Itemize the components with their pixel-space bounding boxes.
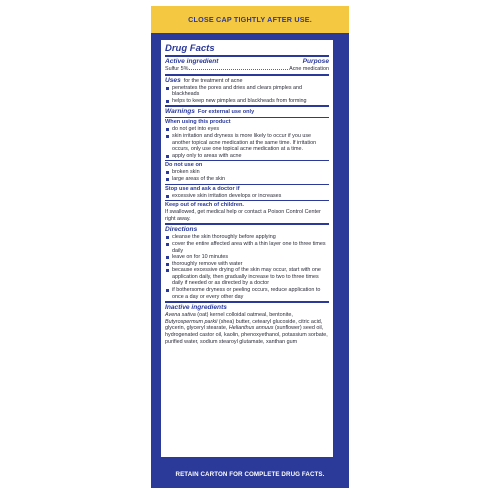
warnings-subheader: For external use only	[197, 109, 255, 116]
divider	[165, 301, 329, 303]
inactive-part: (shea) butter, cetearyl glucoside, citric acid, glycerin, glyceryl stearate,	[165, 318, 323, 332]
stop-use-list	[165, 193, 329, 200]
leader-dots	[189, 69, 288, 70]
bottom-notice-text: RETAIN CARTON FOR COMPLETE DRUG FACTS.	[175, 470, 325, 478]
list-item: because excessive drying of the skin may occur, start with one application daily, then gradually increase to two to three times daily if needed or as directed by a doctor	[165, 267, 329, 287]
list-item: apply only to areas with acne	[165, 153, 329, 160]
when-using-list	[165, 126, 329, 159]
divider	[165, 223, 329, 225]
purpose: Acne medication	[289, 66, 329, 72]
list-item: cleanse the skin thoroughly before applying	[165, 234, 329, 241]
uses-list	[165, 85, 329, 105]
keep-out-text: If swallowed, get medical help or contact a Poison Control Center right away.	[165, 209, 321, 222]
directions-list	[165, 234, 329, 300]
directions-header: Directions	[165, 226, 198, 234]
list-item: thoroughly remove with water	[165, 261, 329, 268]
do-not-use-list	[165, 169, 329, 182]
divider	[165, 200, 329, 201]
uses-header-row	[165, 77, 329, 85]
list-item: large areas of the skin	[165, 176, 329, 183]
list-item: excessive skin irritation develops or increases	[165, 193, 329, 200]
list-item: penetrates the pores and dries and clears pimples and blackheads	[165, 85, 329, 98]
purpose-header: Purpose	[302, 58, 329, 65]
do-not-use-header: Do not use on	[165, 162, 203, 169]
divider	[165, 55, 329, 57]
bottom-notice-band	[151, 466, 349, 482]
drug-facts-panel	[160, 39, 334, 458]
product-carton	[151, 6, 349, 488]
active-ingredient: Sulfur 5%	[165, 66, 189, 72]
active-ingredient-header-row	[165, 58, 329, 66]
list-item: cover the entire affected area with a thin layer one to three times daily	[165, 241, 329, 254]
list-item: skin irritation and dryness is more likely to occur if you use another topical acne medication at the same time. If irritation occurs, only use one topical acne medication at a time.	[165, 133, 329, 153]
divider	[165, 117, 329, 118]
inactive-part: (oat) kernel colloidal oatmeal, bentonite,	[195, 312, 293, 319]
uses-header: Uses	[165, 76, 181, 84]
list-item: broken skin	[165, 169, 329, 176]
active-ingredient-header: Active ingredient	[165, 58, 219, 65]
inactive-part: Avena sativa	[165, 312, 196, 319]
warnings-header: Warnings	[165, 108, 195, 116]
keep-out-header: Keep out of reach of children.	[165, 202, 244, 209]
list-item: leave on for 10 minutes	[165, 254, 329, 261]
divider	[165, 105, 329, 107]
divider	[165, 74, 329, 76]
uses-intro: for the treatment of acne	[183, 77, 243, 84]
drug-facts-title: Drug Facts	[165, 43, 215, 54]
inactive-ingredients-header: Inactive ingredients	[165, 304, 227, 312]
list-item: if bothersome dryness or peeling occurs, reduce application to once a day or every other day	[165, 287, 329, 300]
list-item: do not get into eyes	[165, 126, 329, 133]
warnings-header-row	[165, 108, 329, 116]
stop-use-header: Stop use and ask a doctor if	[165, 185, 240, 192]
inactive-part: Butyrospermum parkii	[165, 318, 218, 325]
inactive-part: (sunflower) seed oil, hydrogenated castor oil, kaolin, phenoxyethanol, potassium sorbate, purified water, sodium stearoyl glutamate, xanthan gum	[165, 325, 328, 345]
top-warning-band	[151, 6, 349, 33]
inactive-part: Helianthus annuus	[228, 325, 274, 332]
when-using-header: When using this product	[165, 119, 231, 126]
list-item: helps to keep new pimples and blackheads from forming	[165, 98, 329, 105]
inactive-ingredients-text	[165, 312, 329, 345]
divider	[165, 160, 329, 161]
active-ingredient-row	[165, 66, 329, 73]
divider	[165, 184, 329, 185]
top-warning-text: CLOSE CAP TIGHTLY AFTER USE.	[188, 15, 312, 24]
